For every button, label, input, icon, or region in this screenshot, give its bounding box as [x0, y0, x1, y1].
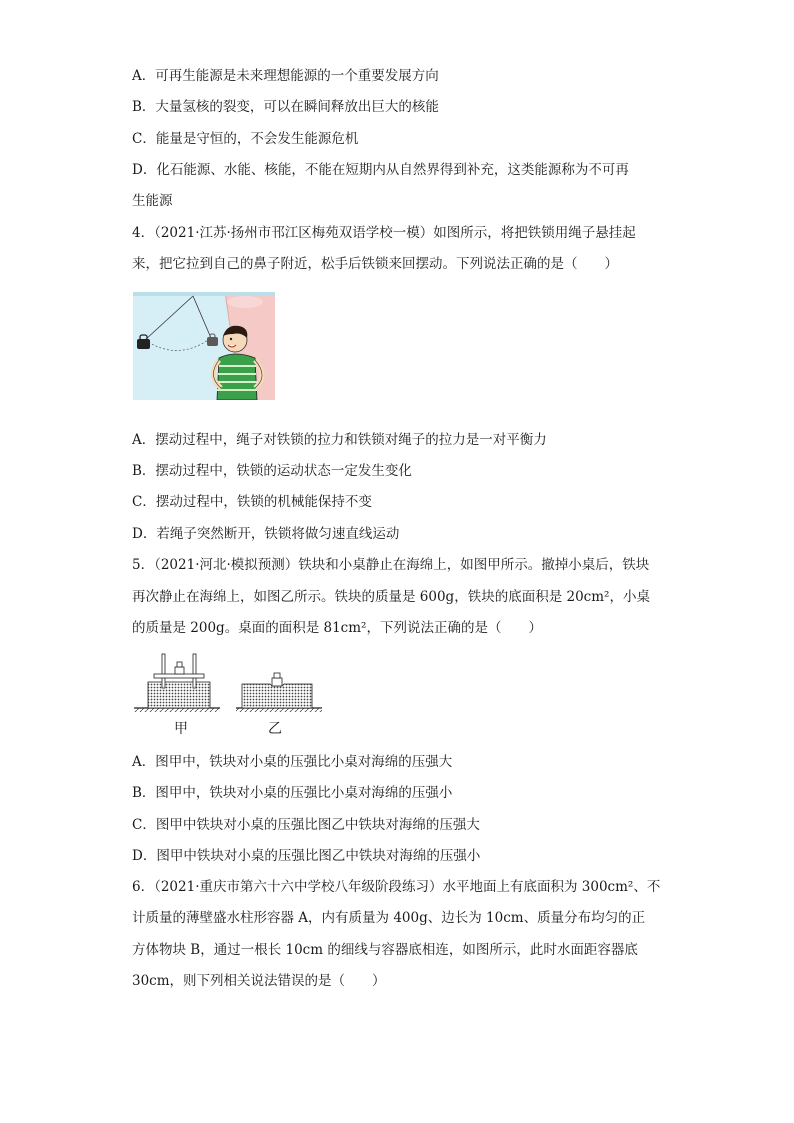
q3-option-a: A．可再生能源是未来理想能源的一个重要发展方向 [132, 68, 439, 84]
q4-option-a: A．摆动过程中，绳子对铁锁的拉力和铁锁对绳子的拉力是一对平衡力 [132, 432, 547, 448]
q5-sponge-figure [132, 650, 324, 716]
q3-option-b: B．大量氢核的裂变，可以在瞬间释放出巨大的核能 [132, 99, 439, 115]
q6-stem: 6．（2021·重庆市第六十六中学校八年级阶段练习）水平地面上有底面积为 300cm²、不 [132, 879, 661, 895]
q5-stem-cont-2: 的质量是 200g。桌面的面积是 81cm²，下列说法正确的是（ ） [132, 620, 542, 636]
figure-label-yi: 乙 [268, 721, 282, 737]
q6-stem-cont: 计质量的薄壁盛水柱形容器 A，内有质量为 400g、边长为 10cm、质量分布均匀的正 [132, 910, 646, 926]
q5-option-d: D．图甲中铁块对小桌的压强比图乙中铁块对海绵的压强小 [132, 848, 481, 864]
figure-label-jia: 甲 [174, 721, 188, 737]
q3-option-d-cont: 生能源 [132, 193, 173, 209]
q4-option-b: B．摆动过程中，铁锁的运动状态一定发生变化 [132, 463, 412, 479]
q6-stem-cont-3: 30cm，则下列相关说法错误的是（ ） [132, 973, 386, 989]
q5-stem-cont: 再次静止在海绵上，如图乙所示。铁块的质量是 600g，铁块的底面积是 20cm²，小桌 [132, 589, 650, 605]
q4-stem-cont: 来，把它拉到自己的鼻子附近，松手后铁锁来回摆动。下列说法正确的是（ ） [132, 256, 618, 272]
q4-option-c: C．摆动过程中，铁锁的机械能保持不变 [132, 494, 372, 510]
q5-option-b: B．图甲中，铁块对小桌的压强比小桌对海绵的压强小 [132, 785, 453, 801]
q3-option-d: D．化石能源、水能、核能，不能在短期内从自然界得到补充，这类能源称为不可再 [132, 162, 629, 178]
q4-stem: 4．（2021·江苏·扬州市邗江区梅苑双语学校一模）如图所示，将把铁锁用绳子悬挂起 [132, 225, 636, 241]
q4-pendulum-figure [133, 292, 275, 400]
q6-stem-cont-2: 方体物块 B，通过一根长 10cm 的细线与容器底相连，如图所示，此时水面距容器底 [132, 942, 638, 958]
q5-option-a: A．图甲中，铁块对小桌的压强比小桌对海绵的压强大 [132, 754, 453, 770]
q5-stem: 5．（2021·河北·模拟预测）铁块和小桌静止在海绵上，如图甲所示。撤掉小桌后，铁块 [132, 557, 650, 573]
q5-option-c: C．图甲中铁块对小桌的压强比图乙中铁块对海绵的压强大 [132, 817, 480, 833]
q3-option-c: C．能量是守恒的，不会发生能源危机 [132, 131, 359, 147]
q4-option-d: D．若绳子突然断开，铁锁将做匀速直线运动 [132, 526, 400, 542]
